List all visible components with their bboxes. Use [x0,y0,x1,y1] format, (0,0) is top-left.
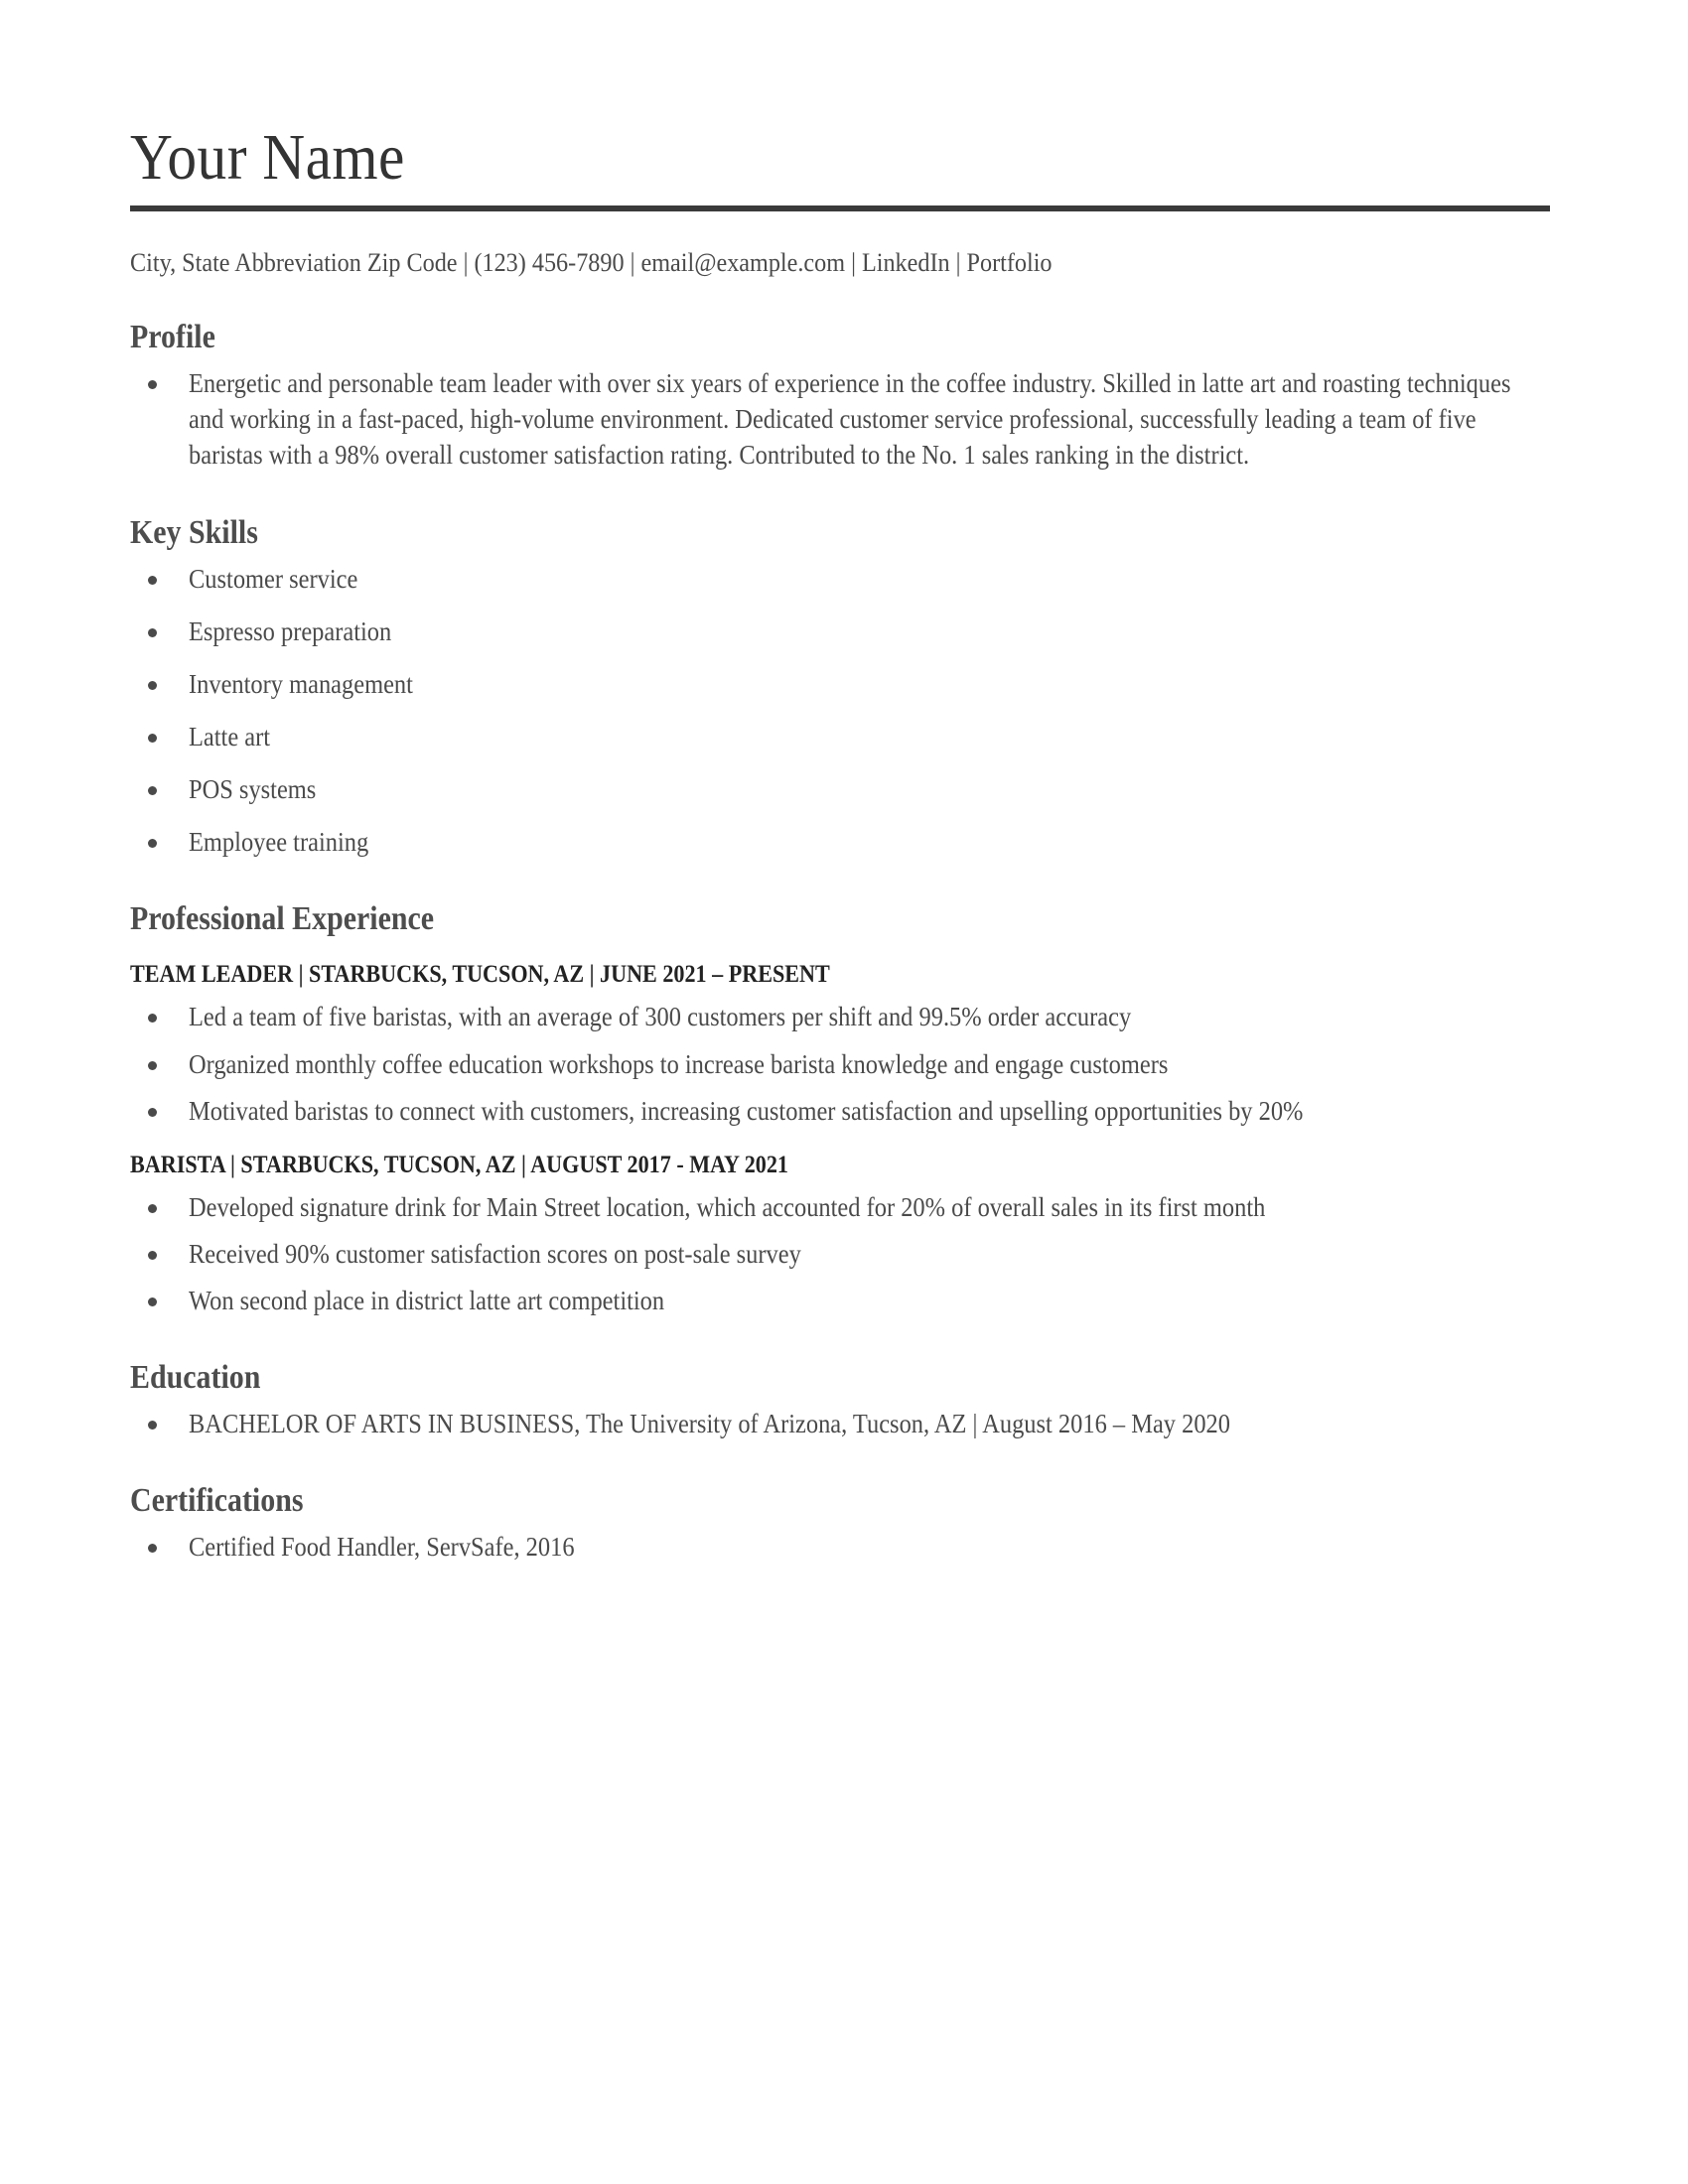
section-heading-certifications: Certifications [130,1482,304,1520]
bullet-icon [148,1251,157,1260]
list-item-text: Inventory management [189,668,413,699]
list-item-text: Customer service [189,563,358,594]
list-item-text: Certified Food Handler, ServSafe, 2016 [189,1532,575,1563]
bullet-icon [148,839,157,848]
bullet-icon [148,628,157,637]
list-item-text: Latte art [189,722,271,752]
bullet-icon [148,681,157,690]
list-item [130,1530,1550,1565]
list-item [130,772,1550,807]
list-item [130,1190,1550,1225]
list-item [130,1237,1550,1272]
section-heading-experience: Professional Experience [130,900,435,938]
bullet-icon [148,1204,157,1213]
job-bullet-list [130,1190,1550,1318]
list-item-text: Developed signature drink for Main Street location, which accounted for 20% of overall sales in its first month [189,1191,1266,1222]
experience-entry [130,1151,1550,1318]
contact-line: City, State Abbreviation Zip Code | (123) 456-7890 | email@example.com | LinkedIn | Portfolio [130,247,1053,277]
job-heading: BARISTA | STARBUCKS, TUCSON, AZ | AUGUST 2017 - MAY 2021 [130,1151,788,1178]
list-item [130,720,1550,754]
resume-content [130,0,1550,1567]
list-item [130,1407,1550,1441]
list-item-text: POS systems [189,774,317,805]
list-item-text: Espresso preparation [189,615,392,646]
list-item [130,825,1550,860]
experience-entry [130,960,1550,1128]
bullet-icon [148,1108,157,1117]
list-item-text: Led a team of five baristas, with an average of 300 customers per shift and 99.5% order accuracy [189,1002,1132,1032]
bullet-icon [148,1421,157,1430]
bullet-icon [148,786,157,795]
section-heading-education: Education [130,1359,261,1396]
certifications-list [130,1530,1550,1565]
bullet-icon [148,1014,157,1023]
bullet-icon [148,1061,157,1070]
page-title: Your Name [130,121,405,194]
list-item-text: BACHELOR OF ARTS IN BUSINESS, The University of Arizona, Tucson, AZ | August 2016 – May 2020 [189,1409,1230,1439]
list-item-text: Energetic and personable team leader with over six years of experience in the coffee industry. Skilled in latte art and roasting techniques and working in a fast-paced, high-volume environment. Dedicated customer service professional, successfully leading a team of five baristas with a 98% overall customer satisfaction rating. Contributed to the No. 1 sales ranking in the district. [189,367,1511,470]
bullet-icon [148,576,157,585]
resume-header [130,0,1550,278]
section-education [130,1358,1550,1441]
education-list [130,1407,1550,1441]
list-item [130,1000,1550,1034]
bullet-icon [148,1544,157,1553]
list-item [130,366,1550,474]
list-item [130,562,1550,597]
list-item [130,667,1550,702]
key-skills-list [130,562,1550,861]
section-key-skills [130,513,1550,861]
list-item-text: Motivated baristas to connect with customers, increasing customer satisfaction and upselling opportunities by 20% [189,1095,1304,1126]
section-professional-experience [130,899,1550,1318]
list-item [130,614,1550,649]
list-item-text: Employee training [189,827,369,858]
section-heading-profile: Profile [130,318,215,355]
list-item [130,1047,1550,1082]
job-bullet-list [130,1000,1550,1128]
section-heading-key-skills: Key Skills [130,513,258,551]
section-profile [130,318,1550,474]
bullet-icon [148,380,157,389]
list-item-text: Organized monthly coffee education workshops to increase barista knowledge and engage customers [189,1048,1169,1079]
bullet-icon [148,1297,157,1306]
list-item [130,1094,1550,1129]
list-item-text: Received 90% customer satisfaction scores on post-sale survey [189,1238,801,1269]
bullet-icon [148,734,157,743]
list-item [130,1284,1550,1318]
job-heading: TEAM LEADER | STARBUCKS, TUCSON, AZ | JUNE 2021 – PRESENT [130,961,830,989]
header-divider [130,205,1550,211]
section-certifications [130,1481,1550,1565]
profile-list [130,366,1550,474]
list-item-text: Won second place in district latte art competition [189,1285,665,1315]
